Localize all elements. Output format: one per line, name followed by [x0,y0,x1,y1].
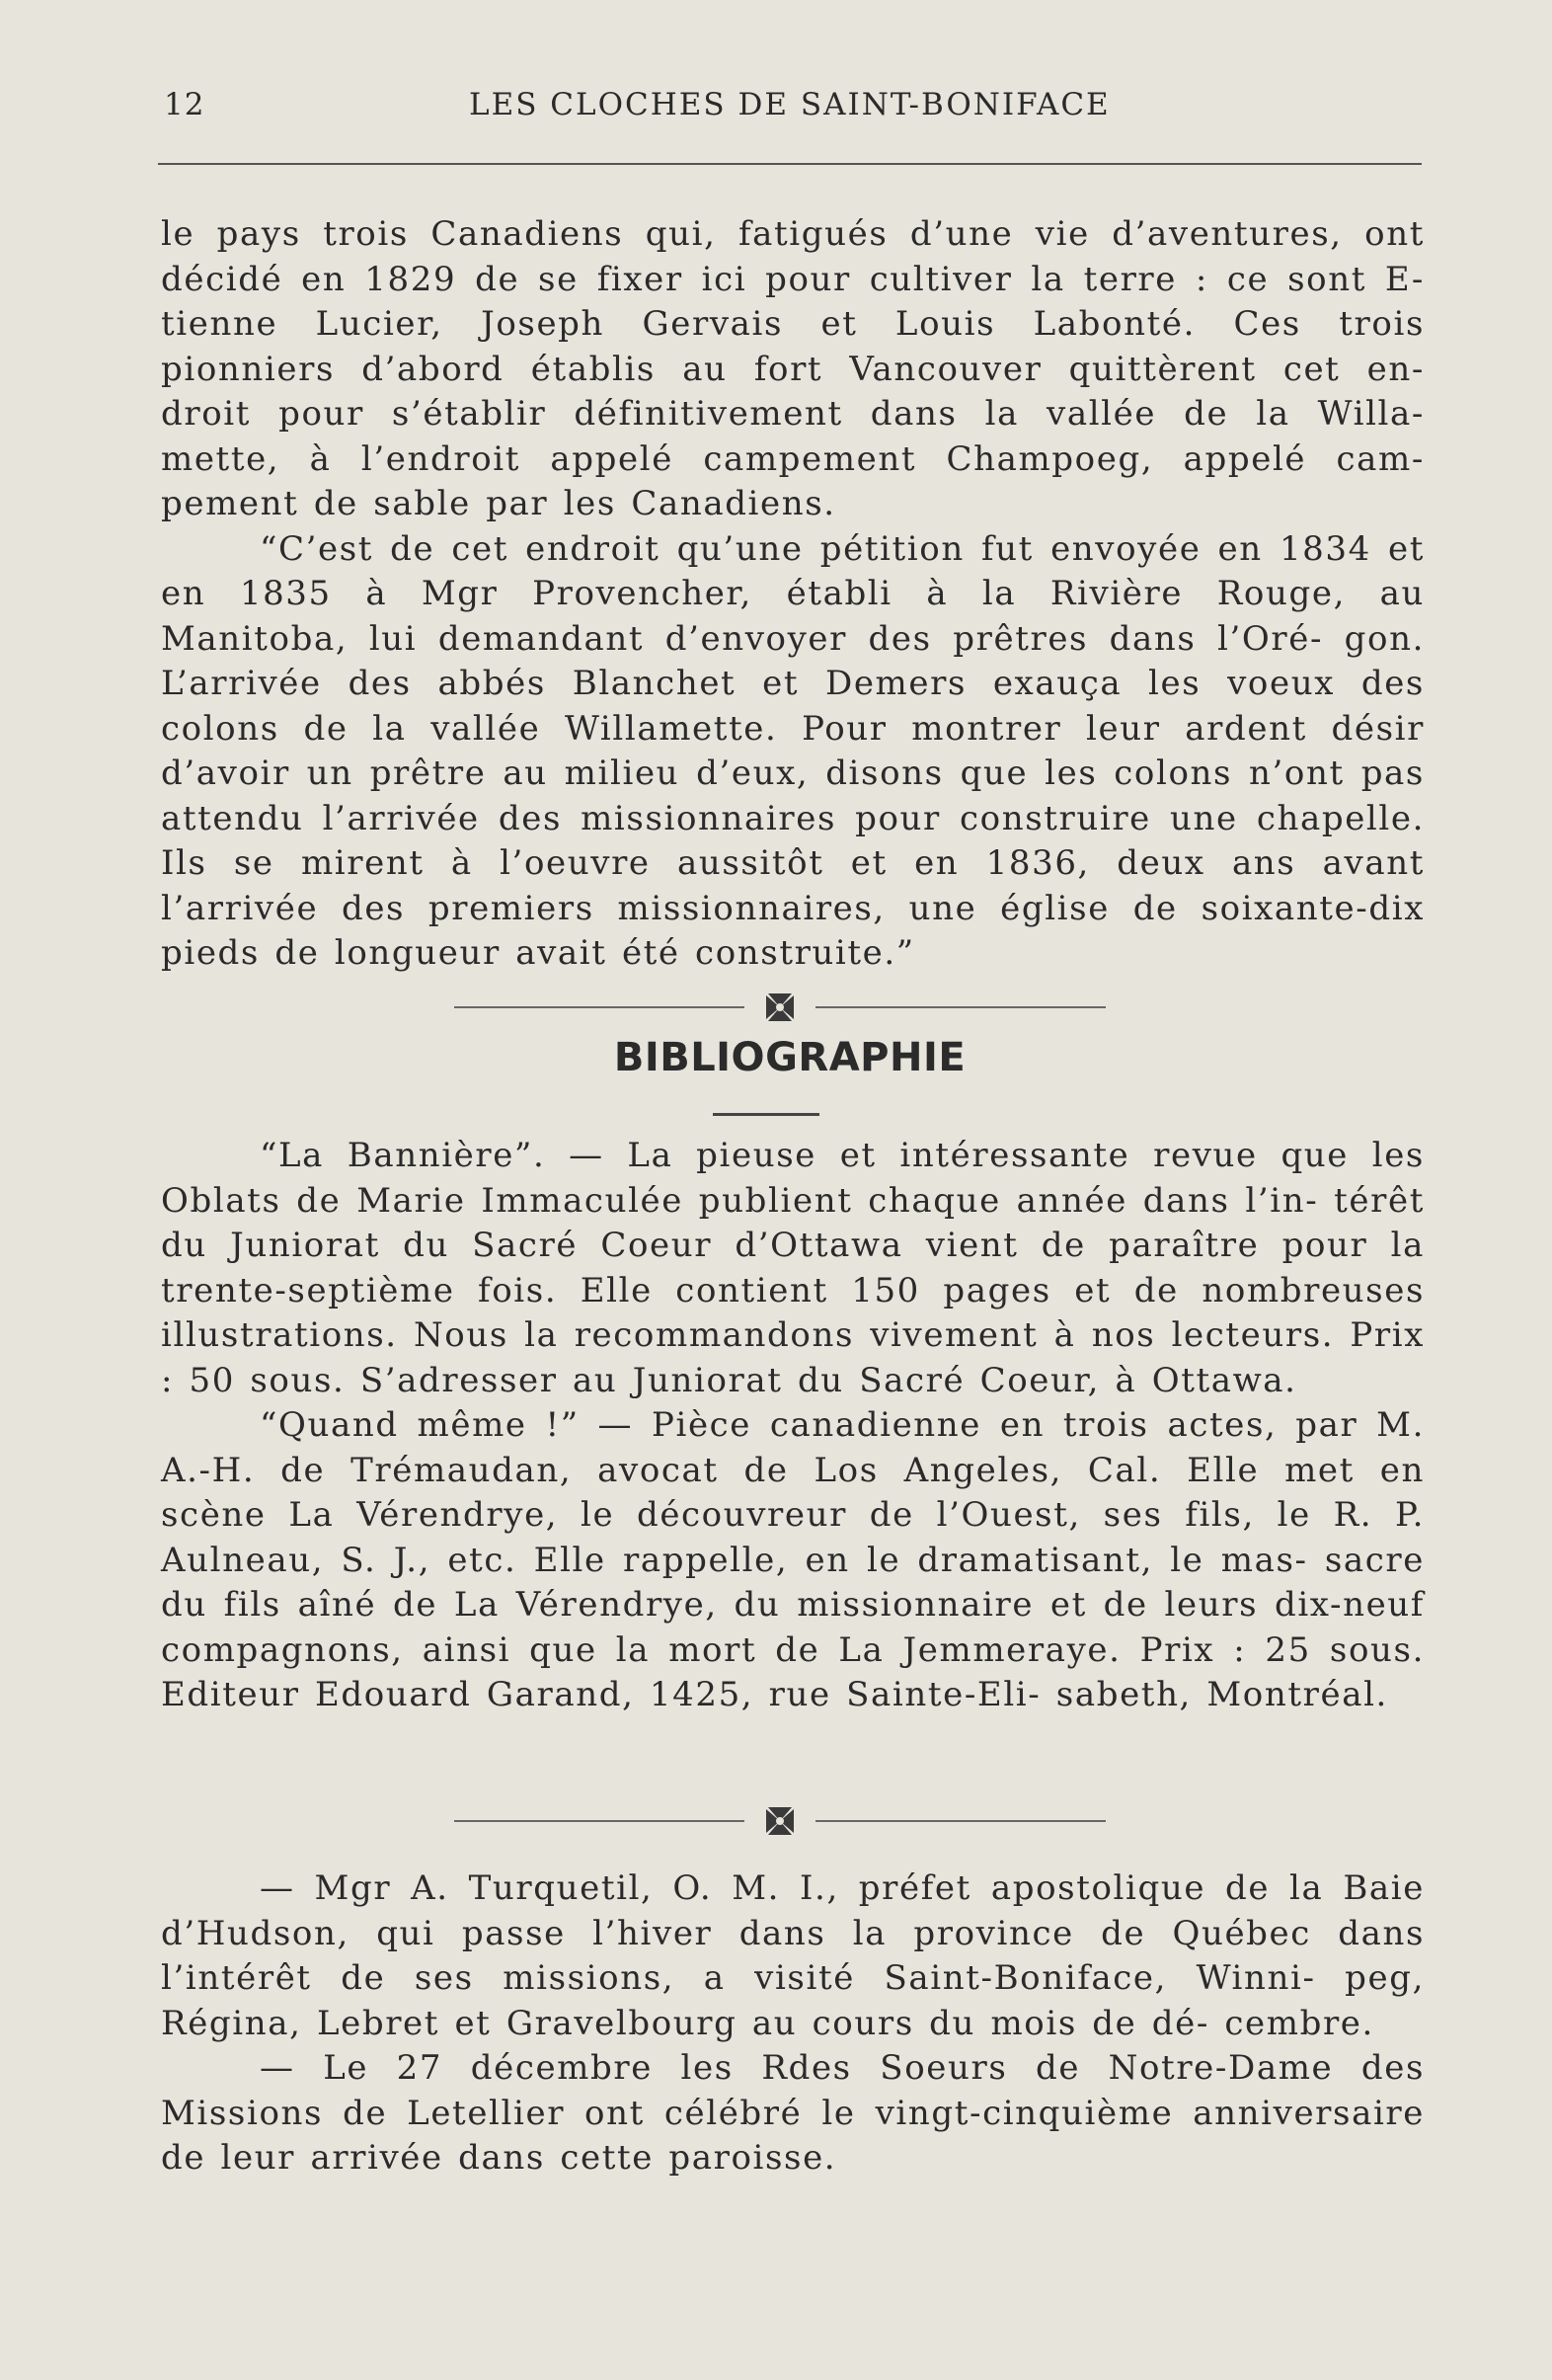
title-rule [713,1113,819,1116]
text-line: mette, à l’endroit appelé campement Champoeg, appelé cam- [161,438,1425,479]
text-line: Missions de Letellier ont célébré le vingt-cinquième anniversaire [161,2093,1425,2133]
text-line: tienne Lucier, Joseph Gervais et Louis Labonté. Ces trois [161,304,1425,344]
text-line: soixante-dix pieds de longueur avait été construite.” [161,888,1425,973]
paragraph-settlers [161,212,1425,527]
text-line: P. Aulneau, S. J., etc. Elle rappelle, en le dramatisant, le mas- [161,1495,1425,1580]
news-text [161,1866,1425,2182]
divider-line [454,1006,744,1008]
text-line: sabeth, Montréal. [1055,1675,1388,1714]
header-rule [158,163,1422,165]
paragraph-quand-meme [161,1403,1425,1718]
text-line: décidé en 1829 de se fixer ici pour cultiver la terre : ce sont E- [161,259,1425,299]
text-line: cembre. [1224,2003,1374,2043]
text-line: peg, Régina, Lebret et Gravelbourg au cours du mois de dé- [161,1958,1425,2043]
text-line: térêt du Juniorat du Sacré Coeur d’Ottawa vient de paraître [161,1180,1425,1265]
text-line: — Le 27 décembre les Rdes Soeurs de Notre-Dame des [260,2048,1425,2088]
text-line: droit pour s’établir définitivement dans la vallée de la Willa- [161,394,1425,434]
text-line: lecteurs. Prix : 50 sous. S’adresser au Juniorat du Sacré Coeur, [161,1315,1425,1400]
maltese-cross-icon [760,1801,800,1841]
text-line: désir d’avoir un prêtre au milieu d’eux, disons que les colons [161,708,1425,793]
paragraph-soeurs [161,2046,1425,2182]
text-line: à Ottawa. [1115,1360,1297,1400]
text-line: pement de sable par les Canadiens. [161,484,836,523]
text-line: sacre du fils aîné de La Vérendrye, du missionnaire et de leurs [161,1540,1425,1625]
divider-line [454,1820,744,1822]
text-line: 1834 et en 1835 à Mgr Provencher, établi à la Rivière Rouge, [161,528,1425,613]
text-line: nombreuses illustrations. Nous la recommandons vivement à nos [161,1270,1425,1355]
text-line: le pays trois Canadiens qui, fatigués d’une vie d’aventures, ont [161,214,1425,254]
intro-text [161,212,1425,977]
text-line: ans avant l’arrivée des premiers missionnaires, une église de [161,843,1425,928]
ornament-divider [454,988,1106,1027]
section-title: BIBLIOGRAPHIE [613,1035,967,1080]
page-header [158,87,1422,126]
paragraph-turquetil [161,1866,1425,2046]
bibliography-text [161,1134,1425,1718]
text-line: n’ont pas attendu l’arrivée des missionnaires pour construire [161,754,1425,838]
text-line: une chapelle. Ils se mirent à l’oeuvre aussitôt et en 1836, deux [161,798,1426,883]
paragraph-petition [161,527,1425,977]
text-line: Oblats de Marie Immaculée publient chaque année dans l’in- [161,1180,1319,1221]
ornament-divider [454,1801,1106,1841]
text-line: en scène La Vérendrye, le découvreur de l’Ouest, ses fils, le R. [161,1450,1425,1535]
text-line: pionniers d’abord établis au fort Vancouver quittèrent cet en- [161,349,1425,389]
text-line: de leur arrivée dans cette paroisse. [161,2138,837,2178]
text-line: dans l’intérêt de ses missions, a visité Saint-Boniface, Winni- [161,1913,1425,1998]
page-number: 12 [164,87,205,122]
text-line: M. A.-H. de Trémaudan, avocat de Los Angeles, Cal. Elle met [161,1405,1425,1490]
text-line: dix-neuf compagnons, ainsi que la mort de La Jemmeraye. [161,1585,1425,1670]
text-line: — Mgr A. Turquetil, O. M. I., préfet apostolique de la [260,1868,1324,1908]
text-line: gon. L’arrivée des abbés Blanchet et Demers exauça les voeux [161,618,1425,703]
text-line: des colons de la vallée Willamette. Pour montrer leur ardent [161,664,1425,749]
maltese-cross-icon [760,988,800,1027]
text-line: pour la trente-septième fois. Elle contient 150 pages et de [161,1226,1425,1310]
text-line: “Quand même !” — Pièce canadienne en trois actes, par [260,1405,1358,1445]
divider-line [815,1006,1106,1008]
text-line: Prix : 25 sous. Editeur Edouard Garand, 1425, rue Sainte-Eli- [161,1629,1425,1714]
running-title: LES CLOCHES DE SAINT-BONIFACE [469,87,1111,122]
text-line: “C’est de cet endroit qu’une pétition fut envoyée en [260,528,1263,569]
text-line: Baie d’Hudson, qui passe l’hiver dans la province de Québec [161,1868,1425,1953]
text-line: au Manitoba, lui demandant d’envoyer des prêtres dans l’Oré- [161,574,1425,659]
paragraph-banniere [161,1134,1425,1403]
text-line: “La Bannière”. — La pieuse et intéressante revue que les [260,1136,1425,1175]
divider-line [815,1820,1106,1822]
